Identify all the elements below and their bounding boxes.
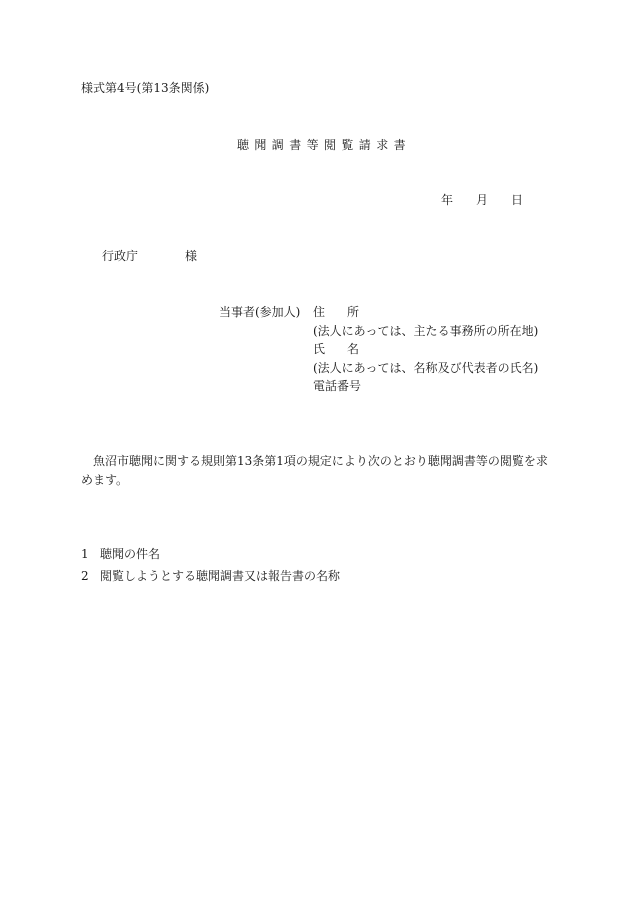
party-label: 当事者(参加人) <box>219 305 301 319</box>
date-month-label: 月 <box>476 193 489 207</box>
form-number: 様式第4号(第13条関係) <box>81 81 210 95</box>
date-day-label: 日 <box>511 193 524 207</box>
list-item <box>81 568 340 584</box>
addressee-honorific: 様 <box>185 249 198 263</box>
name-label-a: 氏 <box>313 342 326 356</box>
request-body: 魚沼市聴聞に関する規則第13条第1項の規定により次のとおり聴聞調書等の閲覧を求めます。 <box>81 454 548 487</box>
name-row <box>313 341 538 360</box>
address-label-b: 所 <box>347 305 360 319</box>
address-label-a: 住 <box>313 305 326 319</box>
phone-label: 電話番号 <box>313 379 362 393</box>
document-title: 聴聞調書等閲覧請求書 <box>237 138 412 152</box>
date-line <box>441 192 523 208</box>
list-item <box>81 546 160 562</box>
address-row <box>313 304 538 323</box>
addressee-office: 行政庁 <box>102 249 139 263</box>
address-note: (法人にあっては、主たる事務所の所在地) <box>313 323 539 338</box>
name-label-b: 名 <box>347 342 360 356</box>
item-text: 閲覧しようとする聴聞調書又は報告書の名称 <box>100 569 341 583</box>
party-details <box>313 304 538 397</box>
item-text: 聴聞の件名 <box>100 547 161 561</box>
date-year-label: 年 <box>441 193 454 207</box>
item-number: 2 <box>81 569 89 583</box>
addressee <box>102 248 197 264</box>
item-number: 1 <box>81 547 89 561</box>
name-note: (法人にあっては、名称及び代表者の氏名) <box>313 360 539 375</box>
